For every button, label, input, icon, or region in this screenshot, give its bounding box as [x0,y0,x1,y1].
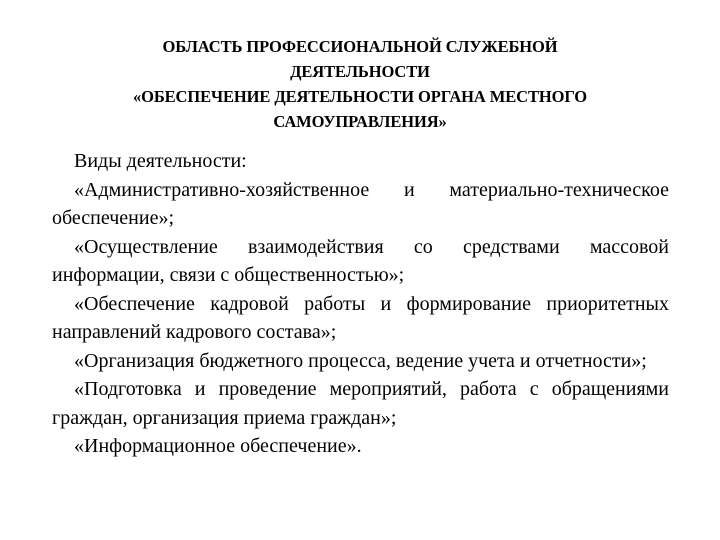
activity-item: «Административно-хозяйственное и материально-техническое обеспечение»; [52,178,669,229]
activity-item: «Организация бюджетного процесса, ведение учета и отчетности»; [74,349,647,372]
slide-title [60,34,660,134]
activity-item: «Осуществление взаимодействия со средствами массовой информации, связи с общественностью»; [52,235,669,286]
title-line: САМОУПРАВЛЕНИЯ» [273,112,447,131]
title-line: ДЕЯТЕЛЬНОСТИ [290,62,430,81]
title-line: «ОБЕСПЕЧЕНИЕ ДЕЯТЕЛЬНОСТИ ОРГАНА МЕСТНОГО [132,87,588,106]
activities-intro: Виды деятельности: [74,150,247,172]
title-line: ОБЛАСТЬ ПРОФЕССИОНАЛЬНОЙ СЛУЖЕБНОЙ [162,37,558,56]
activities-list [52,147,669,461]
activity-item: «Подготовка и проведение мероприятий, работа с обращениями граждан, организация приема граждан»; [52,378,669,429]
activity-item: «Обеспечение кадровой работы и формирование приоритетных направлений кадрового состава»; [52,292,669,343]
activity-item: «Информационное обеспечение». [74,435,362,457]
